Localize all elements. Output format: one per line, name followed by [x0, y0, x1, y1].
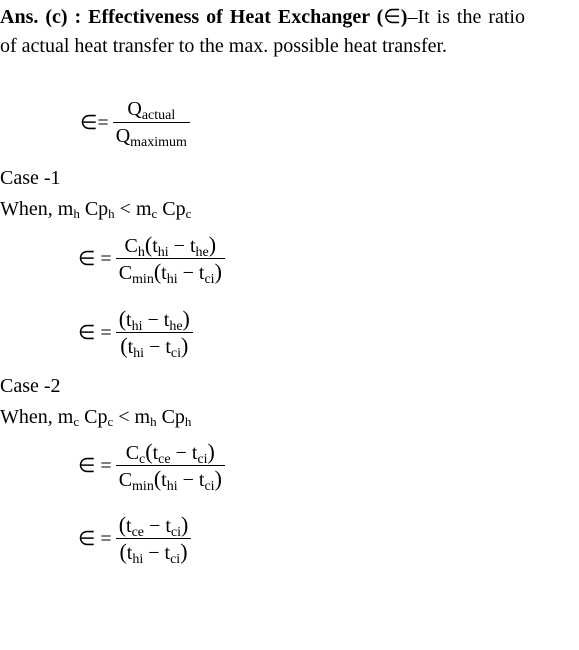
effectiveness-definition-equation [80, 96, 190, 149]
epsilon-symbol: ∈ [383, 6, 401, 28]
fraction [116, 232, 225, 285]
fraction-denominator: $C_{min}(t_{hi} - t_{ci})$ [118, 259, 222, 287]
case-1-effectiveness-equation [78, 232, 225, 285]
equation-lhs: ∈= [80, 112, 109, 134]
case-2-heading: Case -2 [0, 375, 61, 397]
answer-lead: Ans. (c) : Effectiveness of Heat Exchanger (∈) [0, 6, 408, 28]
case-1-condition: When, $m_h$ $Cp_h < m_c$ $Cp_c$ [0, 198, 192, 221]
fraction-numerator: $(t_{hi} - t_{he})$ [118, 306, 190, 334]
fraction-denominator: $C_{min}(t_{hi} - t_{ci})$ [118, 466, 222, 494]
fraction-numerator: $C_h(t_{hi} - t_{he})$ [124, 232, 217, 260]
case-1-simplified-equation [78, 306, 193, 359]
fraction [116, 439, 225, 492]
fraction-denominator: $(t_{hi} - t_{ci})$ [120, 333, 189, 361]
case-2-condition: When, $m_c$ $Cp_c < m_h$ $Cp_h$ [0, 406, 192, 429]
fraction [116, 512, 192, 565]
fraction-numerator: $(t_{ce} - t_{ci})$ [118, 512, 189, 540]
answer-paragraph [0, 3, 525, 60]
answer-body: –It is the ratio of actual heat transfer to the max. possible heat transfer. [0, 6, 525, 57]
fraction [113, 96, 190, 149]
fraction-numerator: $C_c(t_{ce} - t_{ci})$ [125, 439, 215, 467]
equation-lhs: ∈ = [78, 528, 112, 550]
equation-lhs: ∈ = [78, 248, 112, 270]
equation-lhs: ∈ = [78, 322, 112, 344]
case-1-heading: Case -1 [0, 167, 61, 189]
case-2-simplified-equation [78, 512, 191, 565]
fraction [116, 306, 193, 359]
case-2-effectiveness-equation [78, 439, 225, 492]
fraction-denominator: $Q_{maximum}$ [115, 125, 187, 150]
equation-lhs: ∈ = [78, 455, 112, 477]
fraction-denominator: $(t_{hi} - t_{ci})$ [119, 539, 188, 567]
fraction-numerator: $Q_{actual}$ [127, 98, 176, 123]
